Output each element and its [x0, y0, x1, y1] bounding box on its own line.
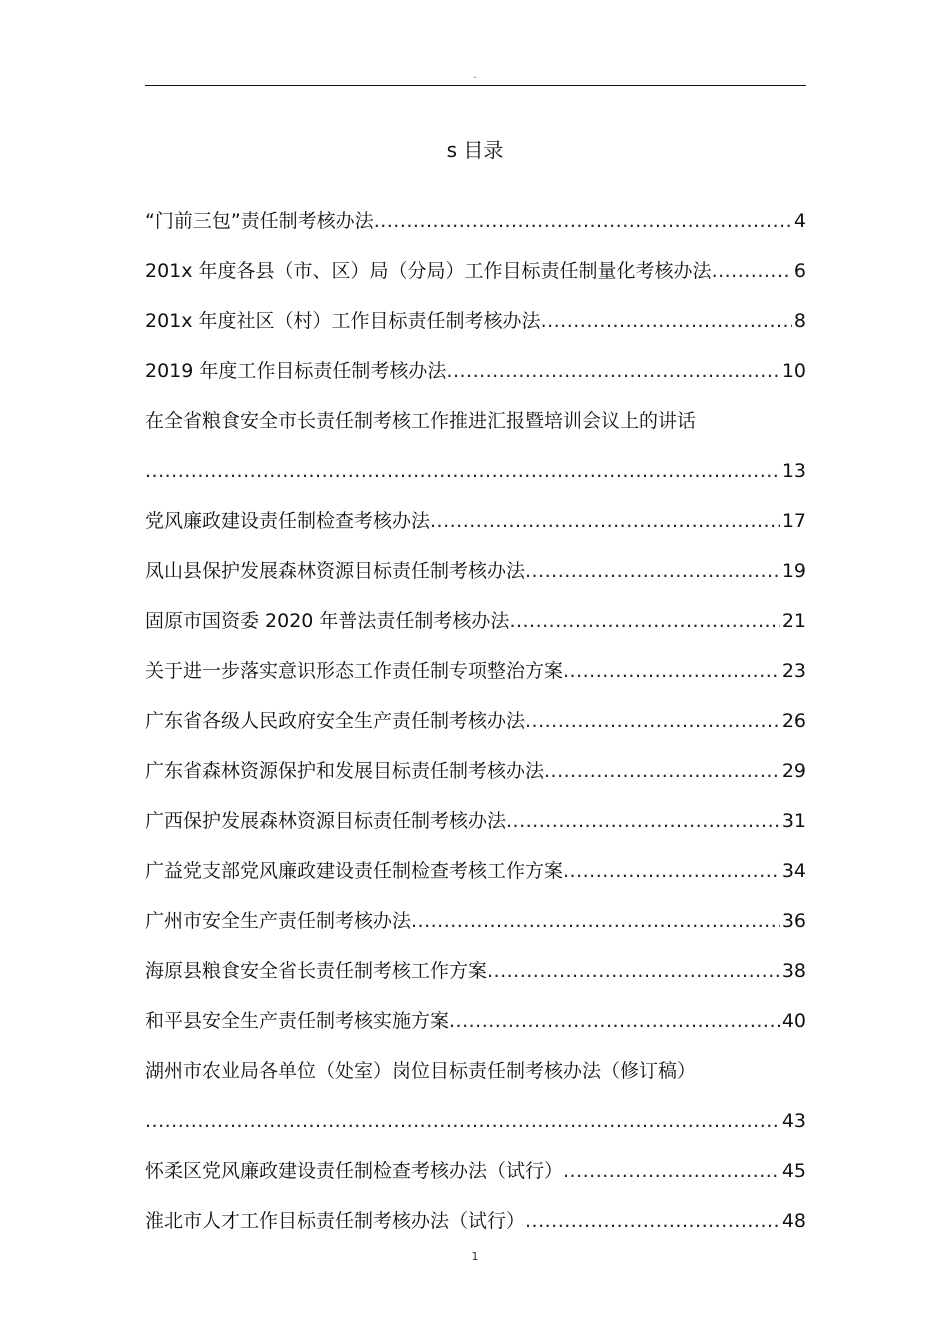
- toc-leader-dots: [712, 256, 792, 286]
- toc-entry[interactable]: [145, 986, 806, 1036]
- toc-entry-title: 固原市国资委 2020 年普法责任制考核办法: [145, 610, 510, 632]
- toc-entry[interactable]: [145, 286, 806, 336]
- toc-leader-dots: [525, 706, 780, 736]
- toc-entry[interactable]: [145, 1136, 806, 1186]
- toc-entry[interactable]: [145, 536, 806, 586]
- toc-leader-dots: [446, 356, 779, 386]
- toc-entry-title: 在全省粮食安全市长责任制考核工作推进汇报暨培训会议上的讲话: [145, 410, 697, 432]
- toc-entry-page: 40: [781, 1010, 806, 1032]
- toc-leader-dots: [374, 206, 792, 236]
- toc-entry-title: 海原县粮食安全省长责任制考核工作方案: [145, 960, 488, 982]
- toc-entry-title: 广益党支部党风廉政建设责任制检查考核工作方案: [145, 860, 564, 882]
- toc-entry-page: 48: [781, 1210, 806, 1232]
- toc-entry-page: 31: [781, 810, 806, 832]
- toc-entry-page: 10: [781, 360, 806, 382]
- toc-entry[interactable]: [145, 1186, 806, 1236]
- toc-leader-dots: [145, 456, 780, 486]
- toc-entry[interactable]: [145, 336, 806, 386]
- toc-entry[interactable]: [145, 686, 806, 736]
- toc-entry[interactable]: [145, 836, 806, 886]
- toc-leader-dots: [544, 756, 780, 786]
- toc-leader-dots: [525, 1206, 780, 1236]
- toc-entry-title: 凤山县保护发展森林资源目标责任制考核办法: [145, 560, 526, 582]
- toc-entry-page: 4: [793, 210, 806, 232]
- toc-leader-dots: [487, 956, 780, 986]
- toc-list: [145, 186, 806, 1236]
- toc-entry-page: 45: [781, 1160, 806, 1182]
- toc-entry-page: 17: [781, 510, 806, 532]
- toc-entry-page: 23: [781, 660, 806, 682]
- toc-entry-title: 2019 年度工作目标责任制考核办法: [145, 360, 447, 382]
- toc-entry[interactable]: [145, 886, 806, 936]
- toc-leader-dots: [563, 1156, 780, 1186]
- toc-entry-page: 13: [781, 460, 806, 482]
- toc-entry-title: 广西保护发展森林资源目标责任制考核办法: [145, 810, 507, 832]
- toc-entry[interactable]: [145, 486, 806, 536]
- toc-entry-page: 38: [781, 960, 806, 982]
- toc-entry-page: 19: [781, 560, 806, 582]
- toc-entry[interactable]: [145, 186, 806, 236]
- toc-entry-title: 广州市安全生产责任制考核办法: [145, 910, 412, 932]
- toc-entry-title: 关于进一步落实意识形态工作责任制专项整治方案: [145, 660, 564, 682]
- toc-leader-dots: [506, 806, 780, 836]
- toc-leader-dots: [411, 906, 780, 936]
- toc-leader-dots: [430, 506, 780, 536]
- toc-leader-dots: [145, 1106, 780, 1136]
- toc-entry-page: 29: [781, 760, 806, 782]
- footer-page-number: 1: [471, 1250, 479, 1263]
- toc-entry-title: 广东省森林资源保护和发展目标责任制考核办法: [145, 760, 545, 782]
- toc-entry-page: 6: [793, 260, 806, 282]
- toc-entry[interactable]: [145, 236, 806, 286]
- toc-entry-page: 21: [781, 610, 806, 632]
- toc-entry-page: 8: [793, 310, 806, 332]
- toc-entry-title: “门前三包”责任制考核办法: [145, 210, 374, 232]
- toc-title: s 目录: [446, 138, 504, 162]
- toc-leader-dots: [563, 656, 780, 686]
- header-rule: [145, 85, 806, 86]
- toc-entry-title: 广东省各级人民政府安全生产责任制考核办法: [145, 710, 526, 732]
- toc-leader-dots: [509, 606, 779, 636]
- toc-entry[interactable]: [145, 386, 806, 486]
- toc-entry-title: 和平县安全生产责任制考核实施方案: [145, 1010, 450, 1032]
- toc-entry-page: 36: [781, 910, 806, 932]
- toc-entry-title: 201x 年度各县（市、区）局（分局）工作目标责任制量化考核办法: [145, 260, 712, 282]
- toc-entry[interactable]: [145, 936, 806, 986]
- toc-entry[interactable]: [145, 636, 806, 686]
- toc-entry-title: 201x 年度社区（村）工作目标责任制考核办法: [145, 310, 541, 332]
- toc-entry[interactable]: [145, 786, 806, 836]
- toc-leader-dots: [541, 306, 792, 336]
- header-mark: .: [473, 70, 477, 81]
- toc-leader-dots: [563, 856, 780, 886]
- toc-entry[interactable]: [145, 736, 806, 786]
- toc-entry-title: 湖州市农业局各单位（处室）岗位目标责任制考核办法（修订稿）: [145, 1060, 697, 1082]
- toc-entry-page: 34: [781, 860, 806, 882]
- toc-leader-dots: [525, 556, 780, 586]
- toc-entry-title: 怀柔区党风廉政建设责任制检查考核办法（试行）: [145, 1160, 564, 1182]
- toc-entry-page: 26: [781, 710, 806, 732]
- toc-entry-title: 党风廉政建设责任制检查考核办法: [145, 510, 431, 532]
- toc-entry[interactable]: [145, 1036, 806, 1136]
- toc-entry-page: 43: [781, 1110, 806, 1132]
- toc-leader-dots: [449, 1006, 780, 1036]
- toc-entry-title: 淮北市人才工作目标责任制考核办法（试行）: [145, 1210, 526, 1232]
- toc-entry[interactable]: [145, 586, 806, 636]
